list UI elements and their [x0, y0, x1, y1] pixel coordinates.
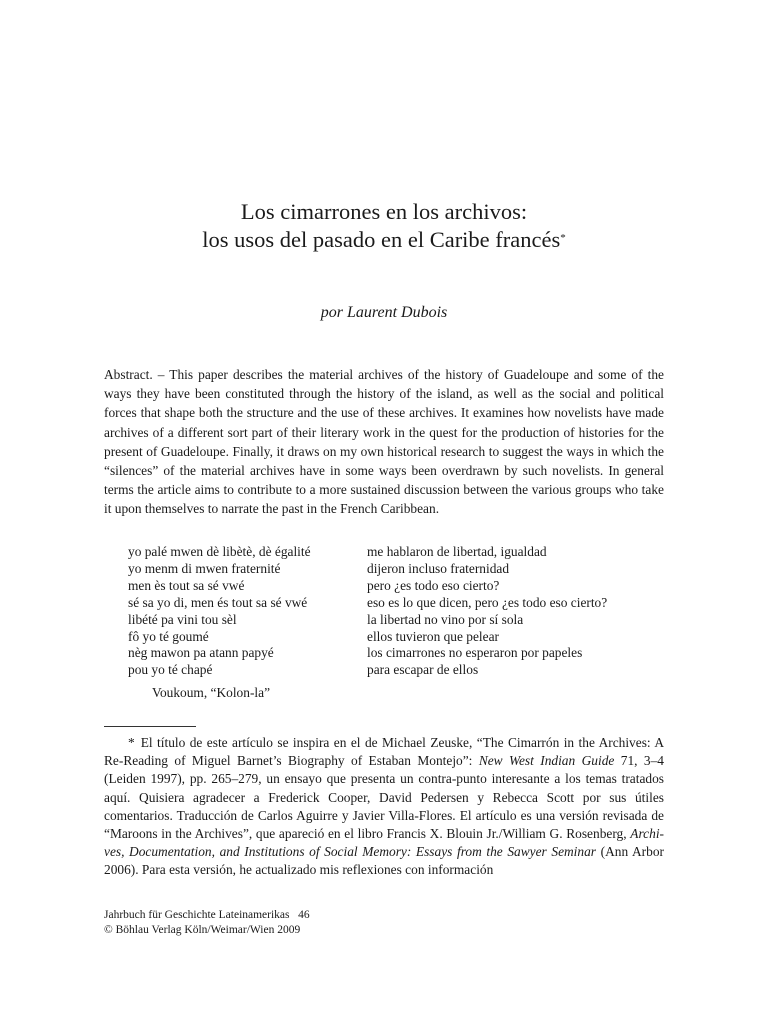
footnote-italic-2: Archi-ves, Documentation, and Institutions of Social Memory: Essays from the Sawyer Seminar — [104, 826, 664, 860]
footnote-divider — [104, 726, 196, 727]
abstract-paragraph: Abstract. – This paper describes the material archives of the history of Guadeloupe and some of the ways they have been constituted through the history of the island, as well as the social and political forces that shape both the structure and the use of these archives. It examines how novelists have made archives of a different sort part of their literary work in the quest for the production of histories for the present of Guadeloupe. Finally, it draws on my own historical research to suggest the ways in which the “silences” of the material archives have in some ways been overdrawn by such novelists. In general terms the article aims to contribute to a more sustained discussion between the various groups who take it upon themselves to narrate the past in the French Caribbean. — [104, 367, 664, 517]
footnote-text-1: El título de este artículo se inspira en el de Michael Zeuske, “The Cimarrón in the Archives: A Re-Reading of Miguel Barnet’s Biography of Estaban Montejo”: — [104, 735, 664, 769]
translation-line: pero ¿es todo eso cierto? — [367, 577, 500, 593]
footnote-text-2: 71, 3–4 (Leiden 1997), pp. 265–279, un ensayo que presenta un contra-punto interesante a los temas tratados aquí. Quisiera agradecer a Frederick Cooper, David Pedersen y Rebecca Scott por sus útiles comentarios. Traducción de Carlos Aguirre y Javier Villa-Flores. El artículo es una versión revisada de “Maroons in the Archives”, que apareció en el libro Francis X. Blouin Jr./William G. Rosenberg, — [104, 753, 664, 842]
poem-line: fô yo té goumé — [128, 628, 209, 644]
journal-line: Jahrbuch für Geschichte Lateinamerikas 46 — [104, 909, 310, 921]
poem-line: yo menm di mwen fraternité — [128, 560, 281, 576]
translation-line: dijeron incluso fraternidad — [367, 560, 510, 576]
title-line-2 — [104, 226, 664, 254]
translation-line: la libertad no vino por sí sola — [367, 611, 524, 627]
translation-line: para escapar de ellos — [367, 662, 479, 678]
article-title — [104, 198, 664, 254]
footnote-text-3: (Ann Arbor 2006). Para esta versión, he actualizado mis reflexiones con información — [104, 844, 664, 878]
title-line-2-text: los usos del pasado en el Caribe francés — [202, 227, 561, 252]
poem-line: nèg mawon pa atann papyé — [128, 645, 274, 661]
translation-line: los cimarrones no esperaron por papeles — [367, 645, 583, 661]
poem-original — [128, 544, 358, 679]
footnote-italic-1: New West Indian Guide — [478, 753, 615, 769]
title-line-1: Los cimarrones en los archivos: — [240, 199, 528, 224]
title-footnote-marker: * — [560, 232, 566, 244]
poem-line: pou yo té chapé — [128, 662, 213, 678]
footnote — [104, 734, 664, 880]
publisher-line: © Böhlau Verlag Köln/Weimar/Wien 2009 — [104, 924, 301, 936]
footnote-marker: * — [128, 735, 135, 750]
poem-line: sé sa yo di, men és tout sa sé vwé — [128, 594, 308, 610]
poem-line: men ès tout sa sé vwé — [128, 577, 245, 593]
page-footer — [104, 908, 310, 938]
poem-attribution: Voukoum, “Kolon-la” — [152, 685, 271, 700]
translation-line: ellos tuvieron que pelear — [367, 628, 499, 644]
poem-translation — [367, 544, 667, 679]
poem-line: yo palé mwen dè libètè, dè égalité — [128, 544, 311, 559]
author-byline: por Laurent Dubois — [320, 304, 448, 321]
translation-line: eso es lo que dicen, pero ¿es todo eso cierto? — [367, 594, 608, 610]
poem-line: libété pa vini tou sèl — [128, 611, 237, 627]
translation-line: me hablaron de libertad, igualdad — [367, 544, 547, 559]
